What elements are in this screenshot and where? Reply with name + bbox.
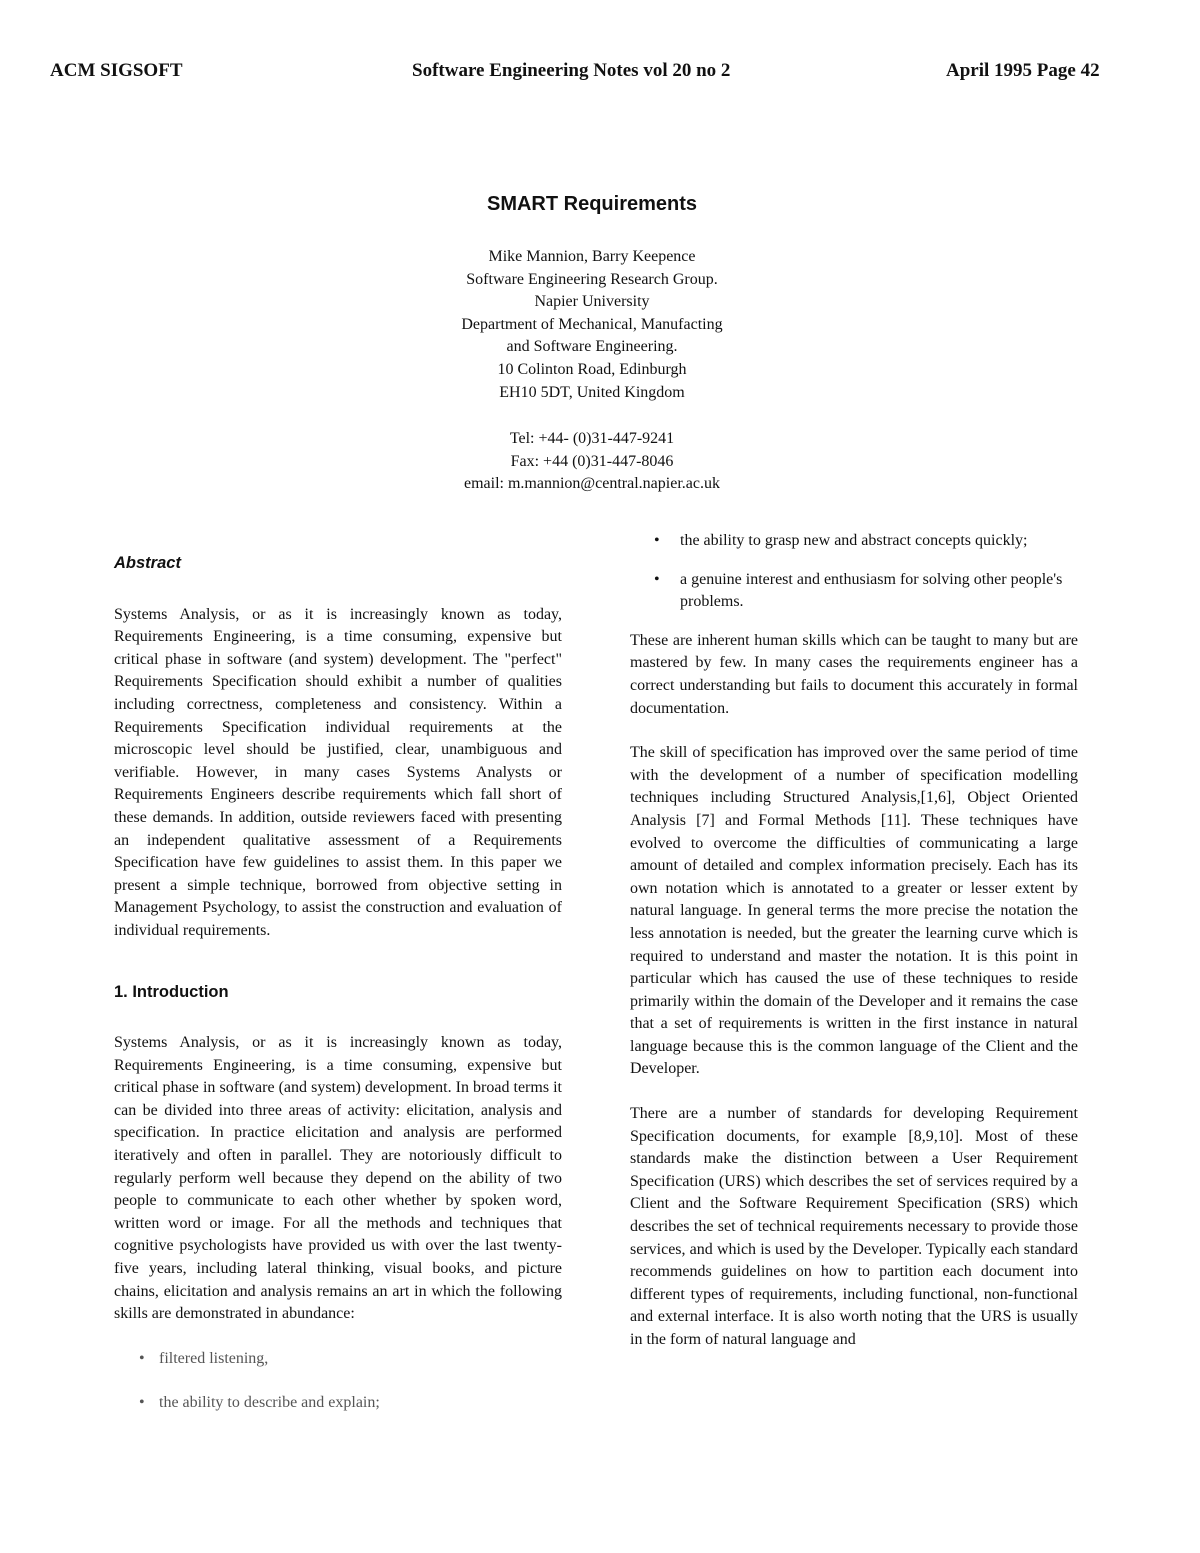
- affiliation-line: and Software Engineering.: [506, 338, 678, 356]
- author-names: Mike Mannion, Barry Keepence: [488, 248, 696, 265]
- affiliation-line: Department of Mechanical, Manufacting: [461, 315, 723, 333]
- right-column: [630, 530, 1078, 1374]
- fax: Fax: +44 (0)31-447-8046: [510, 452, 674, 470]
- list-item: • filtered listening,: [114, 1348, 562, 1371]
- introduction-text: Systems Analysis, or as it is increasingly known as today, Requirements Engineering, is a time consuming, expensive but critical phase in software (and system) development. In broad terms it can be divided into three areas of activity: elicitation, analysis and specification. In practice elicitation and analysis are performed iteratively and often in parallel. They are notoriously difficult to regularly perform well because they depend on the ability of two people to communicate to each other whether by spoken word, written word or image. For all the methods and techniques that cognitive psychologists have provided us with over the last twenty-five years, including lateral thinking, visual books, and picture chains, elicitation and analysis remains an art in which the following skills are demonstrated in abundance:: [114, 1034, 562, 1323]
- body-paragraph: There are a number of standards for developing Requirement Specification documents, for example [8,9,10]. Most of these standards make the distinction between a User Requirement Specification (URS) which describes the set of services required by a Client and the Software Requirement Specification (SRS) which describes the set of technical requirements necessary to provide those services, and which is used by the Developer. Typically each standard recommends guidelines on how to partition each document into different types of requirements, including functional, non-functional and external interface. It is also worth noting that the URS is usually in the form of natural language and: [630, 1105, 1078, 1348]
- body-paragraph: The skill of specification has improved over the same period of time with the development of a number of specification modelling techniques including Structured Analysis,[1,6], Object Oriented Analysis [7] and Formal Methods [11]. These techniques have evolved to overcome the difficulties of communicating a large amount of detailed and complex information precisely. Each has its own notation which is annotated to a greater or lesser extent by natural language. In general terms the more precise the notation the less annotation is needed, but the greater the learning curve which is required to understand and master the notation. It is this point in particular which has caused the use of these techniques to reside primarily within the domain of the Developer and it remains the case that a set of requirements is written in the first instance in natural language because this is the common language of the Client and the Developer.: [630, 744, 1078, 1078]
- left-column: [114, 552, 562, 1437]
- abstract-heading: Abstract: [114, 554, 181, 572]
- abstract-text: Systems Analysis, or as it is increasingly known as today, Requirements Engineering, is a time consuming, expensive but critical phase in software (and system) development. The "perfect" Requirements Specification should exhibit a number of qualities including correctness, completeness and consistency. Within a Requirements Specification individual requirements at the microscopic level should be justified, clear, unambiguous and verifiable. However, in many cases Systems Analysts or Requirements Engineers describe requirements which fall short of these demands. In addition, outside reviewers faced with presenting an independent qualitative assessment of a Requirements Specification have few guidelines to assist them. In this paper we present a simple technique, borrowed from objective setting in Management Psychology, to assist the construction and evaluation of individual requirements.: [114, 605, 562, 939]
- journal-name: ACM SIGSOFT: [50, 60, 183, 81]
- skills-list-continued: [630, 530, 1078, 614]
- body-paragraph: These are inherent human skills which can be taught to many but are mastered by few. In many cases the requirements engineer has a correct understanding but fails to document this accurately in formal documentation.: [630, 631, 1078, 717]
- telephone: Tel: +44- (0)31-447-9241: [509, 430, 675, 447]
- address-line: EH10 5DT, United Kingdom: [499, 383, 685, 401]
- list-item: • the ability to describe and explain;: [114, 1392, 562, 1415]
- address-line: 10 Colinton Road, Edinburgh: [497, 360, 687, 378]
- list-item: • the ability to grasp new and abstract concepts quickly;: [630, 530, 1078, 553]
- skills-list: [114, 1348, 562, 1415]
- list-item: • a genuine interest and enthusiasm for solving other people's problems.: [630, 569, 1078, 614]
- affiliation-line: Napier University: [534, 293, 650, 311]
- author-block: [0, 246, 1184, 404]
- email: email: m.mannion@central.napier.ac.uk: [464, 475, 720, 493]
- journal-issue: Software Engineering Notes vol 20 no 2: [412, 60, 731, 81]
- paper-title: SMART Requirements: [486, 193, 698, 215]
- contact-block: [0, 428, 1184, 496]
- issue-date-page: April 1995 Page 42: [946, 60, 1100, 81]
- affiliation-line: Software Engineering Research Group.: [466, 270, 718, 288]
- introduction-heading: 1. Introduction: [114, 982, 229, 1001]
